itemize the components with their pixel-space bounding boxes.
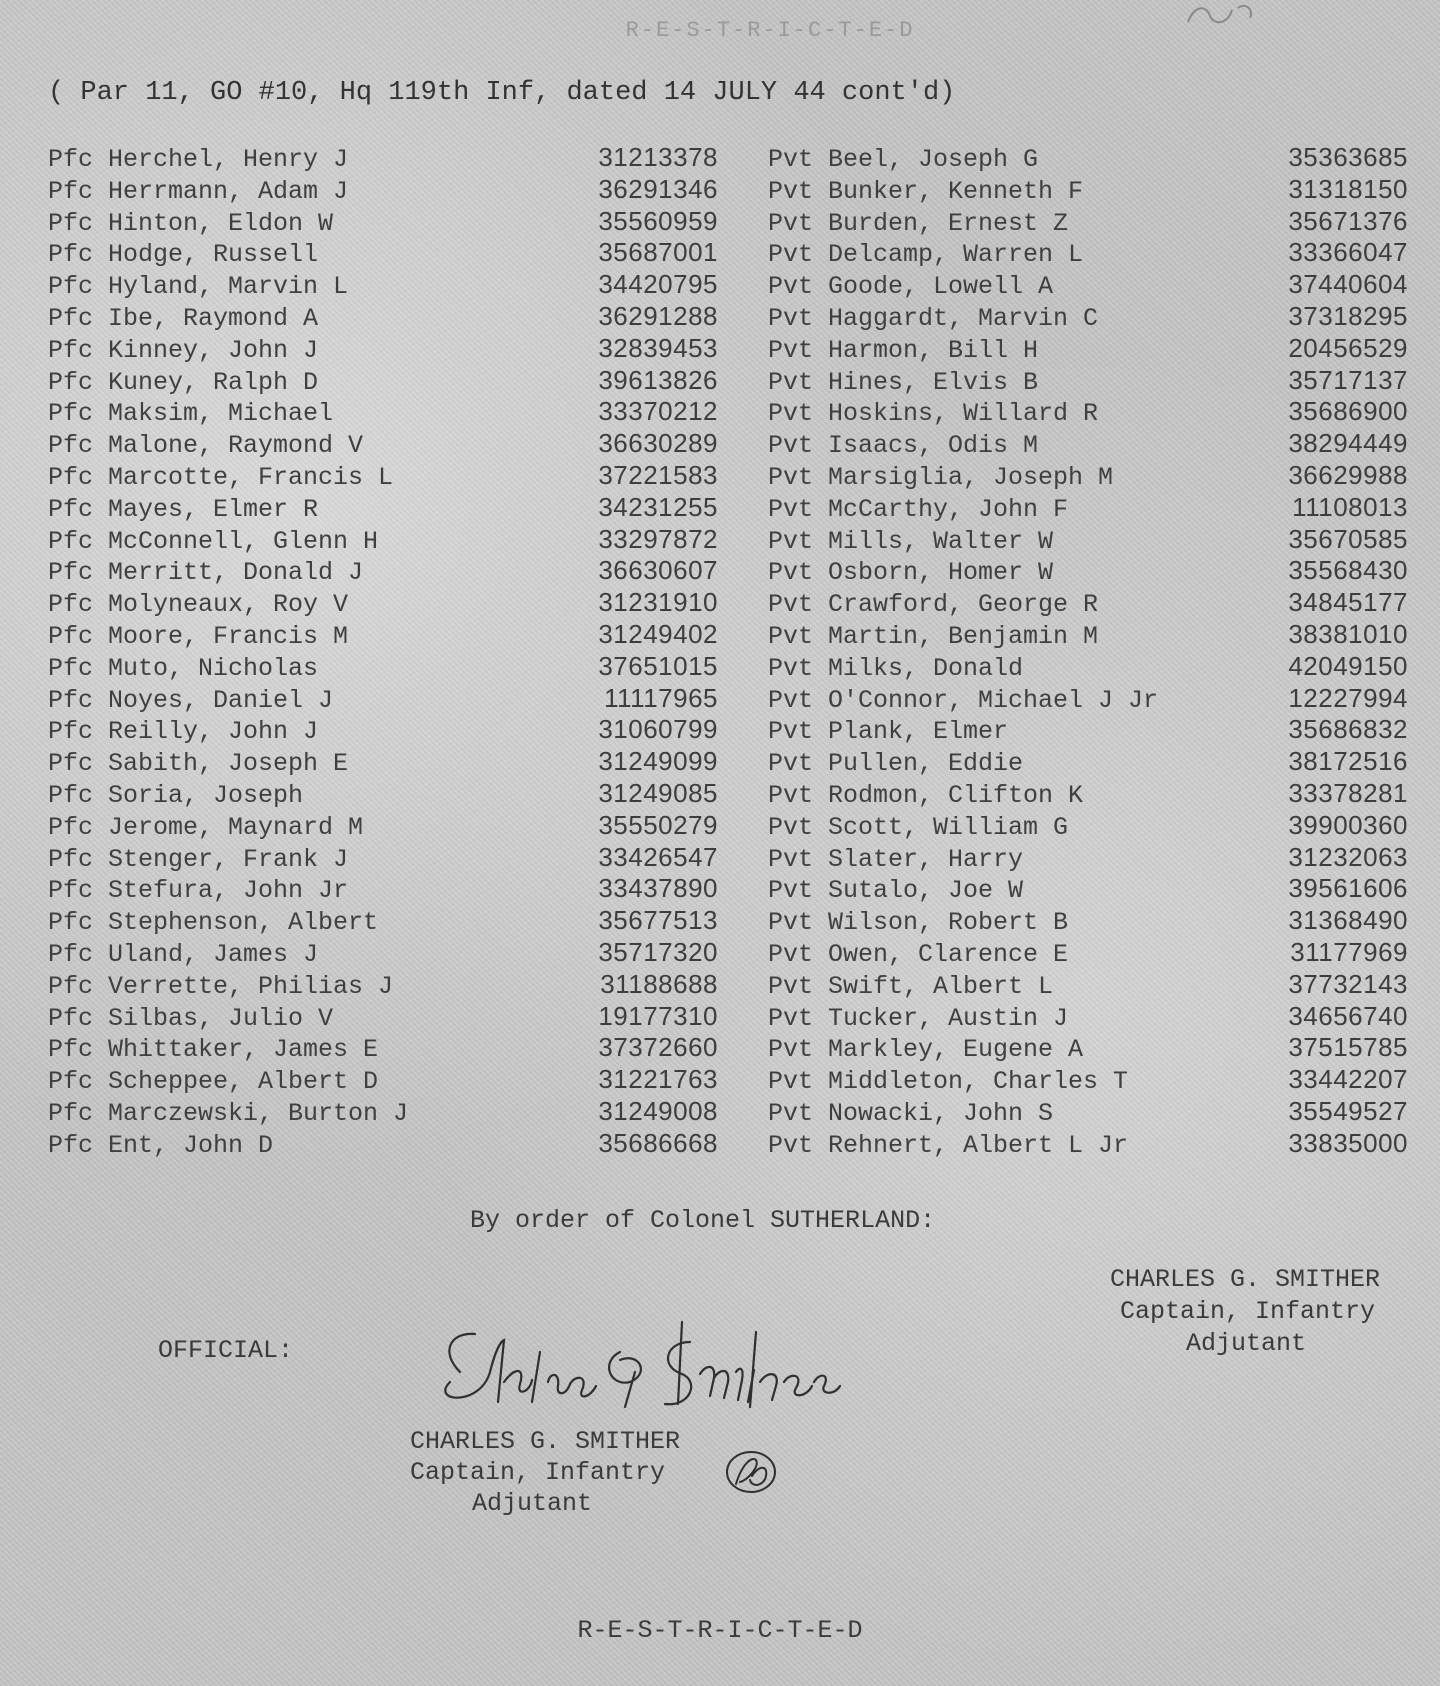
roster-row xyxy=(768,460,1408,492)
roster-row xyxy=(768,524,1408,556)
soldier-name: Pvt Sutalo, Joe W xyxy=(768,876,1024,906)
roster-row xyxy=(768,778,1408,810)
roster-row xyxy=(48,460,728,492)
serial-number: 33835000 xyxy=(1288,1127,1408,1158)
signature-text: Charles G. Smither xyxy=(420,1299,593,1317)
roster-row xyxy=(768,428,1408,460)
serial-number: 42049150 xyxy=(1288,650,1408,681)
roster-row xyxy=(48,142,728,174)
soldier-name: Pvt Hines, Elvis B xyxy=(768,367,1039,397)
serial-number: 11117965 xyxy=(604,682,718,713)
serial-number: 31231910 xyxy=(598,587,718,618)
serial-number: 12227994 xyxy=(1288,682,1408,713)
soldier-name: Pvt Tucker, Austin J xyxy=(768,1003,1069,1033)
serial-number: 33378281 xyxy=(1288,777,1408,808)
handwritten-initials xyxy=(722,1446,780,1498)
serial-number: 32839453 xyxy=(598,332,718,363)
serial-number: 31368490 xyxy=(1288,905,1408,936)
soldier-name: Pvt Delcamp, Warren L xyxy=(768,240,1084,270)
soldier-name: Pvt Nowacki, John S xyxy=(768,1098,1054,1128)
soldier-name: Pfc Whittaker, James E xyxy=(48,1035,379,1065)
serial-number: 38172516 xyxy=(1288,746,1408,777)
soldier-name: Pvt Middleton, Charles T xyxy=(768,1067,1129,1097)
soldier-name: Pfc Jerome, Maynard M xyxy=(48,812,364,842)
soldier-name: Pfc Hyland, Marvin L xyxy=(48,272,349,302)
soldier-name: Pfc Hinton, Eldon W xyxy=(48,208,334,238)
serial-number: 31249402 xyxy=(598,618,718,649)
roster-column-left xyxy=(48,142,728,1160)
serial-number: 37651015 xyxy=(598,650,718,681)
serial-number: 36630607 xyxy=(598,555,718,586)
serial-number: 33437890 xyxy=(598,873,718,904)
serial-number: 36629988 xyxy=(1288,459,1408,490)
soldier-name: Pfc Moore, Francis M xyxy=(48,621,349,651)
roster-row xyxy=(768,142,1408,174)
roster-row xyxy=(768,333,1408,365)
serial-number: 31232063 xyxy=(1288,841,1408,872)
soldier-name: Pfc Silbas, Julio V xyxy=(48,1003,334,1033)
roster-row xyxy=(48,492,728,524)
soldier-name: Pfc Marcotte, Francis L xyxy=(48,462,394,492)
serial-number: 39900360 xyxy=(1288,809,1408,840)
roster-row xyxy=(768,937,1408,969)
roster-row xyxy=(768,873,1408,905)
serial-number: 36291346 xyxy=(598,173,718,204)
soldier-name: Pvt Swift, Albert L xyxy=(768,971,1054,1001)
soldier-name: Pvt Pullen, Eddie xyxy=(768,749,1024,779)
roster-row xyxy=(768,810,1408,842)
serial-number: 35560959 xyxy=(598,205,718,236)
soldier-name: Pvt Hoskins, Willard R xyxy=(768,399,1099,429)
soldier-name: Pvt Markley, Eugene A xyxy=(768,1035,1084,1065)
soldier-name: Pvt O'Connor, Michael J Jr xyxy=(768,685,1159,715)
serial-number: 31060799 xyxy=(598,714,718,745)
serial-number: 37318295 xyxy=(1288,300,1408,331)
serial-number: 31318150 xyxy=(1288,173,1408,204)
roster-column-right xyxy=(768,142,1408,1160)
signature-block-right xyxy=(1110,1264,1430,1360)
document-heading: ( Par 11, GO #10, Hq 119th Inf, dated 14 JULY 44 cont'd) xyxy=(48,78,956,108)
serial-number: 35687001 xyxy=(598,237,718,268)
serial-number: 35670585 xyxy=(1288,523,1408,554)
roster-row xyxy=(768,683,1408,715)
serial-number: 34231255 xyxy=(598,491,718,522)
signatory-rank: Captain, Infantry xyxy=(1120,1297,1376,1326)
official-label: OFFICIAL: xyxy=(158,1336,294,1365)
roster-row xyxy=(768,651,1408,683)
serial-number: 31188688 xyxy=(600,968,718,999)
soldier-name: Pfc McConnell, Glenn H xyxy=(48,526,379,556)
roster-row xyxy=(768,1064,1408,1096)
serial-number: 35686668 xyxy=(598,1127,718,1158)
soldier-name: Pfc Verrette, Philias J xyxy=(48,971,394,1001)
serial-number: 35568430 xyxy=(1288,555,1408,586)
roster-row xyxy=(48,269,728,301)
serial-number: 35677513 xyxy=(598,905,718,936)
soldier-name: Pfc Marczewski, Burton J xyxy=(48,1098,409,1128)
serial-number: 37372660 xyxy=(598,1032,718,1063)
roster-row xyxy=(48,1064,728,1096)
soldier-name: Pfc Stephenson, Albert xyxy=(48,908,379,938)
signatory-rank: Captain, Infantry xyxy=(410,1458,666,1487)
roster-row xyxy=(768,1001,1408,1033)
roster-row xyxy=(48,396,728,428)
roster-row xyxy=(48,714,728,746)
serial-number: 31221763 xyxy=(598,1064,718,1095)
roster-row xyxy=(768,555,1408,587)
serial-number: 31213378 xyxy=(598,142,718,172)
soldier-name: Pvt Plank, Elmer xyxy=(768,717,1009,747)
signatory-title: Adjutant xyxy=(472,1489,593,1518)
soldier-name: Pvt Wilson, Robert B xyxy=(768,908,1069,938)
soldier-name: Pfc Stefura, John Jr xyxy=(48,876,349,906)
soldier-name: Pvt Haggardt, Marvin C xyxy=(768,303,1099,333)
roster-row xyxy=(48,237,728,269)
soldier-name: Pfc Ent, John D xyxy=(48,1130,274,1160)
soldier-name: Pfc Reilly, John J xyxy=(48,717,319,747)
serial-number: 39561606 xyxy=(1288,873,1408,904)
soldier-name: Pvt Crawford, George R xyxy=(768,590,1099,620)
roster-row xyxy=(768,1128,1408,1160)
roster-row xyxy=(48,428,728,460)
handwritten-signature xyxy=(420,1299,850,1422)
roster-row xyxy=(48,301,728,333)
roster-row xyxy=(48,937,728,969)
soldier-name: Pfc Merritt, Donald J xyxy=(48,558,364,588)
restricted-header-stamp: R-E-S-T-R-I-C-T-E-D xyxy=(625,18,915,43)
serial-number: 33366047 xyxy=(1288,237,1408,268)
serial-number: 35671376 xyxy=(1288,205,1408,236)
restricted-footer-stamp: R-E-S-T-R-I-C-T-E-D xyxy=(577,1616,863,1645)
serial-number: 31177969 xyxy=(1290,936,1408,967)
soldier-name: Pvt Bunker, Kenneth F xyxy=(768,176,1084,206)
serial-number: 35686832 xyxy=(1288,714,1408,745)
roster-row xyxy=(768,174,1408,206)
soldier-name: Pfc Mayes, Elmer R xyxy=(48,494,319,524)
soldier-name: Pfc Kinney, John J xyxy=(48,335,319,365)
serial-number: 34656740 xyxy=(1288,1000,1408,1031)
serial-number: 38294449 xyxy=(1288,428,1408,459)
roster-row xyxy=(768,492,1408,524)
roster-row xyxy=(768,1096,1408,1128)
roster-row xyxy=(48,746,728,778)
roster-row xyxy=(768,714,1408,746)
soldier-name: Pfc Scheppee, Albert D xyxy=(48,1067,379,1097)
soldier-name: Pfc Muto, Nicholas xyxy=(48,653,319,683)
soldier-name: Pvt Slater, Harry xyxy=(768,844,1024,874)
roster-row xyxy=(48,1001,728,1033)
roster-row xyxy=(768,269,1408,301)
roster-row xyxy=(768,301,1408,333)
serial-number: 20456529 xyxy=(1288,332,1408,363)
roster-row xyxy=(768,619,1408,651)
roster-row xyxy=(48,524,728,556)
serial-number: 39613826 xyxy=(598,364,718,395)
soldier-name: Pvt Martin, Benjamin M xyxy=(768,621,1099,651)
signatory-name: CHARLES G. SMITHER xyxy=(1110,1265,1381,1294)
roster-row xyxy=(48,206,728,238)
roster-row xyxy=(768,587,1408,619)
serial-number: 37515785 xyxy=(1288,1032,1408,1063)
roster-row xyxy=(48,778,728,810)
roster-row xyxy=(768,237,1408,269)
handwritten-page-mark xyxy=(1180,0,1260,28)
roster-row xyxy=(768,1032,1408,1064)
roster-row xyxy=(768,746,1408,778)
serial-number: 37221583 xyxy=(598,459,718,490)
roster-row xyxy=(48,969,728,1001)
soldier-name: Pfc Herchel, Henry J xyxy=(48,145,349,174)
roster-row xyxy=(48,651,728,683)
soldier-name: Pfc Stenger, Frank J xyxy=(48,844,349,874)
roster-row xyxy=(48,873,728,905)
roster-row xyxy=(48,683,728,715)
roster-row xyxy=(48,619,728,651)
serial-number: 31249085 xyxy=(598,777,718,808)
soldier-name: Pfc Soria, Joseph xyxy=(48,780,304,810)
roster-row xyxy=(768,969,1408,1001)
serial-number: 35550279 xyxy=(598,809,718,840)
soldier-name: Pfc Kuney, Ralph D xyxy=(48,367,319,397)
soldier-name: Pfc Hodge, Russell xyxy=(48,240,319,270)
soldier-name: Pvt Burden, Ernest Z xyxy=(768,208,1069,238)
serial-number: 36630289 xyxy=(598,428,718,459)
soldier-name: Pfc Molyneaux, Roy V xyxy=(48,590,349,620)
soldier-name: Pvt McCarthy, John F xyxy=(768,494,1069,524)
soldier-name: Pvt Marsiglia, Joseph M xyxy=(768,462,1114,492)
soldier-name: Pfc Ibe, Raymond A xyxy=(48,303,319,333)
soldier-name: Pvt Milks, Donald xyxy=(768,653,1024,683)
soldier-name: Pvt Mills, Walter W xyxy=(768,526,1054,556)
roster-row xyxy=(48,1032,728,1064)
serial-number: 33370212 xyxy=(598,396,718,427)
serial-number: 33297872 xyxy=(598,523,718,554)
signature-block-left xyxy=(410,1426,680,1519)
roster-row xyxy=(768,396,1408,428)
serial-number: 35717137 xyxy=(1288,364,1408,395)
roster-row xyxy=(768,206,1408,238)
roster-row xyxy=(48,842,728,874)
serial-number: 31249099 xyxy=(598,746,718,777)
serial-number: 38381010 xyxy=(1288,618,1408,649)
serial-number: 35363685 xyxy=(1288,142,1408,172)
order-line: By order of Colonel SUTHERLAND: xyxy=(470,1206,936,1235)
serial-number: 31249008 xyxy=(598,1095,718,1126)
roster-row xyxy=(768,365,1408,397)
serial-number: 33442207 xyxy=(1288,1064,1408,1095)
roster-row xyxy=(48,555,728,587)
serial-number: 34845177 xyxy=(1288,587,1408,618)
roster-row xyxy=(48,905,728,937)
soldier-name: Pfc Noyes, Daniel J xyxy=(48,685,334,715)
serial-number: 19177310 xyxy=(598,1000,718,1031)
soldier-name: Pvt Rehnert, Albert L Jr xyxy=(768,1130,1129,1160)
soldier-name: Pfc Maksim, Michael xyxy=(48,399,334,429)
roster-row xyxy=(48,333,728,365)
serial-number: 36291288 xyxy=(598,300,718,331)
signatory-name: CHARLES G. SMITHER xyxy=(410,1427,681,1456)
serial-number: 11108013 xyxy=(1292,491,1408,522)
soldier-name: Pvt Owen, Clarence E xyxy=(768,939,1069,969)
soldier-name: Pvt Osborn, Homer W xyxy=(768,558,1054,588)
serial-number: 35549527 xyxy=(1288,1095,1408,1126)
soldier-name: Pfc Uland, James J xyxy=(48,939,319,969)
roster-row xyxy=(48,810,728,842)
soldier-name: Pvt Isaacs, Odis M xyxy=(768,431,1039,461)
serial-number: 34420795 xyxy=(598,269,718,300)
soldier-name: Pfc Herrmann, Adam J xyxy=(48,176,349,206)
soldier-name: Pfc Sabith, Joseph E xyxy=(48,749,349,779)
soldier-name: Pvt Scott, William G xyxy=(768,812,1069,842)
serial-number: 37440604 xyxy=(1288,269,1408,300)
soldier-name: Pvt Beel, Joseph G xyxy=(768,145,1039,174)
roster-table xyxy=(48,142,1408,1160)
serial-number: 37732143 xyxy=(1288,968,1408,999)
roster-row xyxy=(48,174,728,206)
soldier-name: Pvt Rodmon, Clifton K xyxy=(768,780,1084,810)
signatory-title: Adjutant xyxy=(1186,1329,1307,1358)
serial-number: 35717320 xyxy=(598,936,718,967)
soldier-name: Pvt Goode, Lowell A xyxy=(768,272,1054,302)
roster-row xyxy=(48,1128,728,1160)
roster-row xyxy=(48,365,728,397)
roster-row xyxy=(768,842,1408,874)
roster-row xyxy=(48,587,728,619)
roster-row xyxy=(48,1096,728,1128)
serial-number: 33426547 xyxy=(598,841,718,872)
roster-row xyxy=(768,905,1408,937)
soldier-name: Pfc Malone, Raymond V xyxy=(48,431,364,461)
serial-number: 35686900 xyxy=(1288,396,1408,427)
soldier-name: Pvt Harmon, Bill H xyxy=(768,335,1039,365)
